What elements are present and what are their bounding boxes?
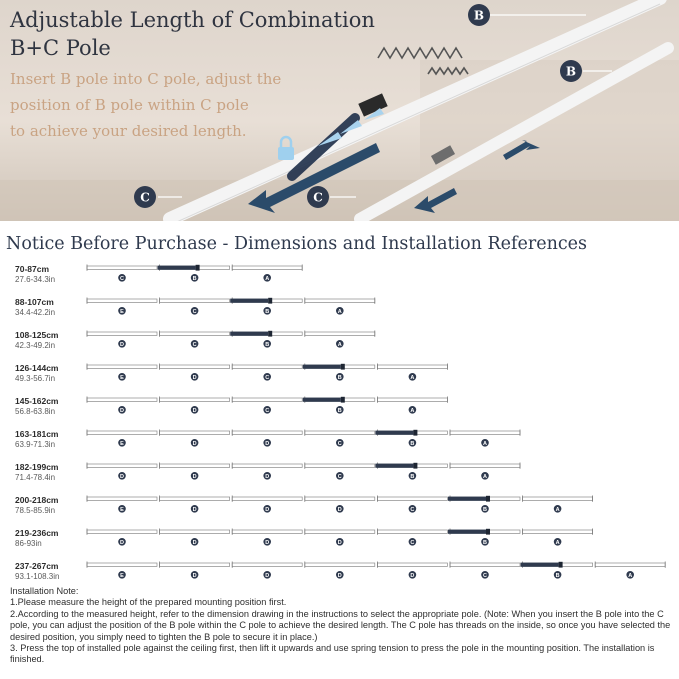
pole-label: D (192, 473, 197, 480)
pole-label: B (410, 473, 415, 480)
row-length-cm: 200-218cm (15, 495, 59, 505)
row-length-cm: 70-87cm (15, 264, 50, 274)
pole-diagram (0, 329, 679, 363)
pole-segment-b (303, 364, 375, 381)
pole-segment-a (377, 397, 447, 414)
pole-segment-c (232, 364, 302, 381)
pole-label: D (120, 341, 124, 348)
pole-label: B (337, 407, 342, 414)
pole-label: C (410, 539, 415, 546)
pole-segment-d (87, 397, 157, 414)
note-item-3: 3. Press the top of installed pole against the ceiling first, then lift it upwards and use spring tension to press the pole in the mounting position. The installation is finished. (10, 643, 655, 665)
pole-segment-e (87, 364, 157, 381)
pole-label: D (192, 407, 197, 414)
pole-segment-a (305, 298, 375, 315)
dimension-row (0, 362, 679, 396)
pole-segment-a (523, 496, 593, 513)
pole-label: B (410, 440, 415, 447)
notes-heading: Installation Note: (10, 586, 79, 596)
pole-label: A (555, 506, 560, 513)
hero-subtitle-line1: Insert B pole into C pole, adjust the (10, 70, 282, 88)
pole-segment-a (450, 463, 520, 480)
notice-title: Notice Before Purchase - Dimensions and Installation References (6, 234, 588, 254)
pole-segment-c (232, 397, 302, 414)
pole-segment-c (305, 463, 375, 480)
row-length-inch: 93.1-108.3in (15, 572, 60, 581)
pole-label: C (410, 506, 415, 513)
pole-label: A (628, 572, 633, 579)
pole-segment-c (305, 430, 375, 447)
pole-segment-d (160, 562, 230, 579)
pole-label: D (120, 473, 124, 480)
row-length-inch: 86-93in (15, 539, 42, 548)
pole-label: C (192, 308, 197, 315)
pole-label: A (410, 374, 415, 381)
pole-diagram (0, 362, 679, 396)
pole-segment-d (232, 529, 302, 546)
pole-diagram (0, 395, 679, 429)
pole-segment-a (523, 529, 593, 546)
note-item-1: 1.Please measure the height of the prepared mounting position first. (10, 597, 287, 608)
pole-label: A (555, 539, 560, 546)
pole-label: C (192, 341, 197, 348)
pole-segment-b (158, 265, 230, 282)
pole-segment-d (87, 463, 157, 480)
pole-label: D (192, 539, 197, 546)
pole-diagram (0, 428, 679, 462)
pole-segment-e (87, 562, 157, 579)
row-length-cm: 88-107cm (15, 297, 54, 307)
pole-label: D (337, 539, 342, 546)
dimension-row (0, 461, 679, 495)
pole-label: D (120, 407, 124, 414)
pole-label: D (265, 473, 270, 480)
row-length-inch: 49.3-56.7in (15, 374, 56, 383)
pole-label: E (120, 572, 124, 579)
pole-label: D (410, 572, 415, 579)
pole-segment-d (232, 496, 302, 513)
svg-text:C: C (313, 190, 323, 205)
row-length-cm: 108-125cm (15, 330, 59, 340)
row-length-cm: 219-236cm (15, 528, 59, 538)
pole-label: D (192, 440, 197, 447)
dimension-row (0, 395, 679, 429)
svg-text:C: C (140, 190, 150, 205)
row-length-cm: 237-267cm (15, 561, 59, 571)
pole-label: C (337, 473, 342, 480)
pole-label: A (483, 473, 487, 480)
pole-label: D (120, 539, 124, 546)
pole-segment-c (450, 562, 520, 579)
row-length-cm: 126-144cm (15, 363, 59, 373)
pole-label: D (192, 572, 197, 579)
dimension-row (0, 494, 679, 528)
badge-c-left (134, 186, 156, 208)
pole-segment-c (160, 298, 230, 315)
hero-banner (0, 0, 679, 221)
pole-segment-e (87, 430, 157, 447)
pole-label: A (337, 341, 342, 348)
pole-label: A (265, 275, 270, 282)
pole-segment-d (232, 463, 302, 480)
pole-segment-b (230, 298, 302, 315)
pole-label: A (483, 440, 487, 447)
pole-segment-a (450, 430, 520, 447)
pole-segment-d (232, 430, 302, 447)
pole-segment-d (160, 397, 230, 414)
pole-segment-b (303, 397, 375, 414)
pole-segment-d (305, 562, 375, 579)
pole-label: C (337, 440, 342, 447)
dimension-row (0, 428, 679, 462)
row-length-inch: 27.6-34.3in (15, 275, 56, 284)
pole-segment-a (232, 265, 302, 282)
hero-title (10, 6, 375, 62)
pole-segment-a (377, 364, 447, 381)
pole-label: B (483, 539, 487, 546)
pole-label: C (265, 374, 270, 381)
pole-diagram (0, 494, 679, 528)
pole-segment-d (232, 562, 302, 579)
row-length-inch: 56.8-63.8in (15, 407, 56, 416)
svg-text:B: B (473, 8, 485, 23)
pole-label: B (483, 506, 487, 513)
row-length-inch: 78.5-85.9in (15, 506, 56, 515)
pole-label: C (265, 407, 270, 414)
pole-segment-b (230, 331, 302, 348)
pole-segment-c (377, 496, 447, 513)
badge-b-right (560, 60, 582, 82)
pole-label: D (337, 572, 342, 579)
pole-segment-b (521, 562, 593, 579)
pole-segment-d (305, 529, 375, 546)
pole-label: E (120, 374, 124, 381)
hero-subtitle-line2: position of B pole within C pole (10, 96, 249, 114)
dimension-row (0, 263, 679, 297)
pole-segment-b (375, 463, 447, 480)
pole-segment-c (87, 265, 157, 282)
pole-segment-d (160, 463, 230, 480)
pole-segment-d (87, 331, 157, 348)
pole-label: C (483, 572, 487, 579)
pole-segment-a (305, 331, 375, 348)
installation-notes (10, 586, 674, 666)
row-length-inch: 63.9-71.3in (15, 440, 56, 449)
pole-diagram (0, 263, 679, 297)
pole-label: D (265, 440, 270, 447)
dimension-row (0, 329, 679, 363)
row-length-inch: 34.4-42.2in (15, 308, 56, 317)
pole-label: A (337, 308, 342, 315)
badge-b-top (468, 4, 490, 26)
pole-label: B (265, 308, 270, 315)
pole-segment-c (160, 331, 230, 348)
pole-label: D (337, 506, 342, 513)
pole-label: D (265, 572, 270, 579)
pole-label: D (265, 506, 270, 513)
pole-label: B (192, 275, 197, 282)
pole-segment-d (160, 529, 230, 546)
pole-segment-d (87, 529, 157, 546)
note-item-2: 2.According to the measured height, refer to the dimension drawing in the instructions to select the appropriate pole. (Note: When you insert the B pole into the C pole, you can adjust the position of the B pole within the C pole to achieve the desired length. The C pole has threads on the inside, so once you have selected the desired position, you simply need to tighten the B pole to secure it in place.) (10, 608, 671, 642)
row-length-cm: 163-181cm (15, 429, 59, 439)
row-length-cm: 145-162cm (15, 396, 59, 406)
pole-label: E (120, 440, 124, 447)
pole-segment-e (87, 298, 157, 315)
pole-segment-c (377, 529, 447, 546)
pole-label: D (192, 506, 197, 513)
pole-segment-d (305, 496, 375, 513)
row-length-inch: 71.4-78.4in (15, 473, 56, 482)
badge-c-right (307, 186, 329, 208)
pole-segment-a (595, 562, 665, 579)
pole-segment-b (448, 496, 520, 513)
row-length-cm: 182-199cm (15, 462, 59, 472)
svg-text:B: B (565, 64, 577, 79)
pole-segment-e (87, 496, 157, 513)
pole-segment-d (160, 496, 230, 513)
pole-label: B (337, 374, 342, 381)
pole-label: D (192, 374, 197, 381)
pole-diagram (0, 461, 679, 495)
row-length-inch: 42.3-49.2in (15, 341, 56, 350)
pole-label: D (265, 539, 270, 546)
pole-label: E (120, 506, 124, 513)
pole-segment-b (448, 529, 520, 546)
pole-segment-d (160, 364, 230, 381)
hero-subtitle-line3: to achieve your desired length. (10, 122, 247, 140)
pole-segment-b (375, 430, 447, 447)
hero-subtitle (10, 66, 310, 144)
pole-label: C (120, 275, 124, 282)
pole-label: B (555, 572, 560, 579)
dimension-row (0, 296, 679, 330)
pole-diagram (0, 527, 679, 561)
pole-diagram (0, 296, 679, 330)
pole-label: E (120, 308, 124, 315)
pole-segment-d (160, 430, 230, 447)
hero-title-line2: B+C Pole (10, 36, 111, 60)
pole-segment-d (377, 562, 447, 579)
pole-label: B (265, 341, 270, 348)
pole-label: A (410, 407, 415, 414)
hero-title-line1: Adjustable Length of Combination (10, 8, 375, 32)
dimension-row (0, 527, 679, 561)
background-floor (0, 180, 679, 221)
